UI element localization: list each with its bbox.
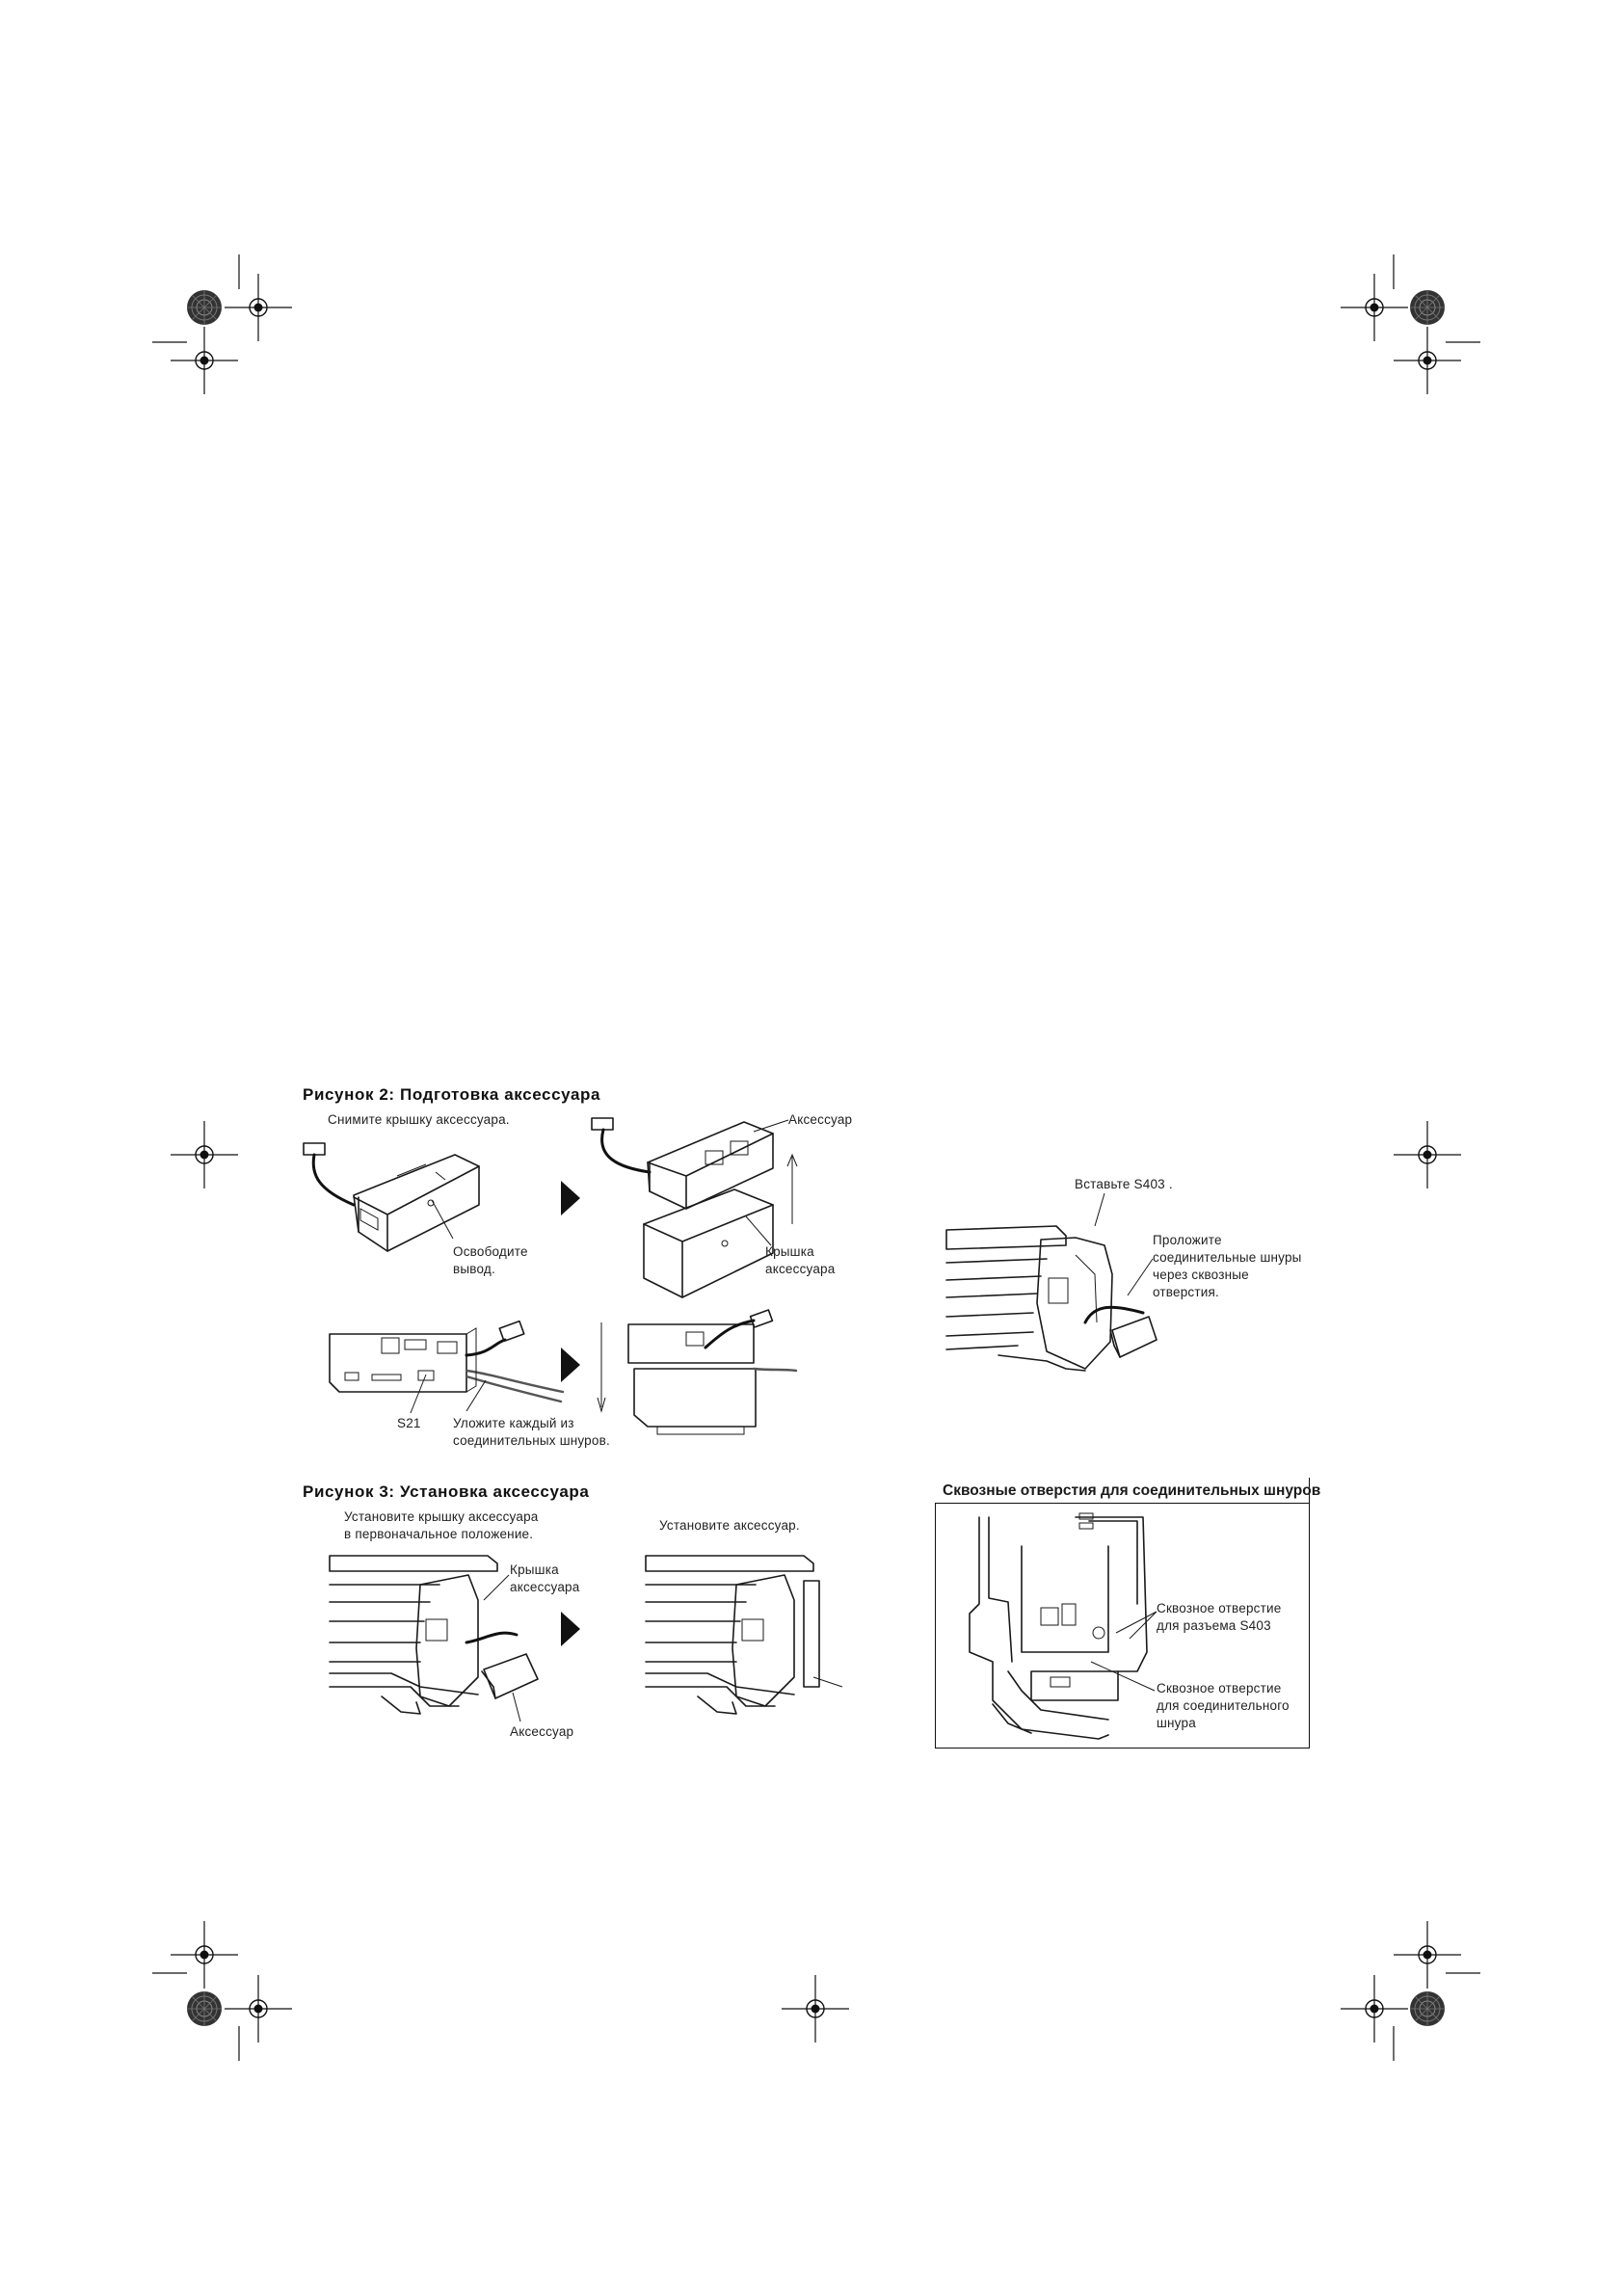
crop-mark-top-right <box>1341 254 1480 394</box>
fig3-cover-label-2: аксессуара <box>510 1580 580 1594</box>
hole-cord-label-1: Сквозное отверстие <box>1157 1681 1282 1695</box>
lay-cords-label-1: Уложите каждый из <box>453 1416 574 1430</box>
figure-3-step2-instruction: Установите аксессуар. <box>659 1518 800 1533</box>
route-cords-label-4: отверстия. <box>1153 1285 1219 1299</box>
figure-3-step1-line1: Установите крышку аксессуара <box>344 1509 539 1524</box>
step-arrow-icon-3 <box>559 1610 582 1648</box>
figure-2-caption: Рисунок 2: Подготовка аксессуара <box>303 1085 601 1104</box>
fig3-accessory-label: Аксессуар <box>510 1724 574 1739</box>
crop-mark-bottom-center <box>782 1975 849 2042</box>
s21-leader <box>397 1369 436 1417</box>
crop-mark-mid-right <box>1394 1121 1461 1188</box>
indoor-unit-installed-drawing <box>640 1542 852 1716</box>
figure-3-step1-line2: в первоначальное положение. <box>344 1527 534 1541</box>
figure-3-caption: Рисунок 3: Установка аксессуара <box>303 1482 590 1501</box>
lay-cords-leader <box>459 1376 497 1415</box>
accessory-leader <box>754 1116 792 1135</box>
cover-label-2: аксессуара <box>765 1262 836 1276</box>
route-cords-label-2: соединительные шнуры <box>1153 1250 1302 1265</box>
cover-reattach-drawing <box>590 1311 802 1436</box>
hole-cord-label-2: для соединительного <box>1157 1698 1290 1713</box>
insert-s403-label: Вставьте S403 . <box>1075 1177 1173 1191</box>
crop-mark-top-left <box>152 254 292 394</box>
circuit-board-drawing <box>322 1315 572 1411</box>
hole-cord-label-3: шнура <box>1157 1716 1196 1730</box>
fig3-accessory-leader <box>505 1689 534 1727</box>
hole-connector-label-2: для разъема S403 <box>1157 1618 1271 1633</box>
crop-mark-bottom-left <box>152 1921 292 2061</box>
fig3-cover-label-1: Крышка <box>510 1562 559 1577</box>
lay-cords-label-2: соединительных шнуров. <box>453 1433 610 1448</box>
cover-label-1: Крышка <box>765 1244 814 1259</box>
release-label-2: вывод. <box>453 1262 495 1276</box>
crop-mark-bottom-right <box>1341 1921 1480 2061</box>
release-leader <box>424 1190 463 1248</box>
hole-connector-leader <box>1110 1606 1168 1644</box>
step-arrow-icon <box>559 1179 582 1217</box>
step-arrow-icon-2 <box>559 1346 582 1384</box>
release-label-1: Освободите <box>453 1244 528 1259</box>
route-cords-label-1: Проложите <box>1153 1233 1222 1247</box>
connector-s21-label: S21 <box>397 1416 421 1430</box>
cover-leader <box>742 1213 781 1251</box>
figure-2-step1-instruction: Снимите крышку аксессуара. <box>328 1112 510 1127</box>
fig3-cover-leader <box>476 1571 515 1610</box>
hole-cord-leader <box>1081 1656 1158 1704</box>
indoor-unit-s403-drawing <box>941 1216 1162 1390</box>
accessory-label: Аксессуар <box>788 1112 853 1127</box>
through-holes-title: Сквозные отверстия для соединительных шнуров <box>935 1478 1309 1504</box>
crop-mark-mid-left <box>171 1121 238 1188</box>
hole-connector-label-1: Сквозное отверстие <box>1157 1601 1282 1615</box>
route-cords-label-3: через сквозные <box>1153 1268 1249 1282</box>
